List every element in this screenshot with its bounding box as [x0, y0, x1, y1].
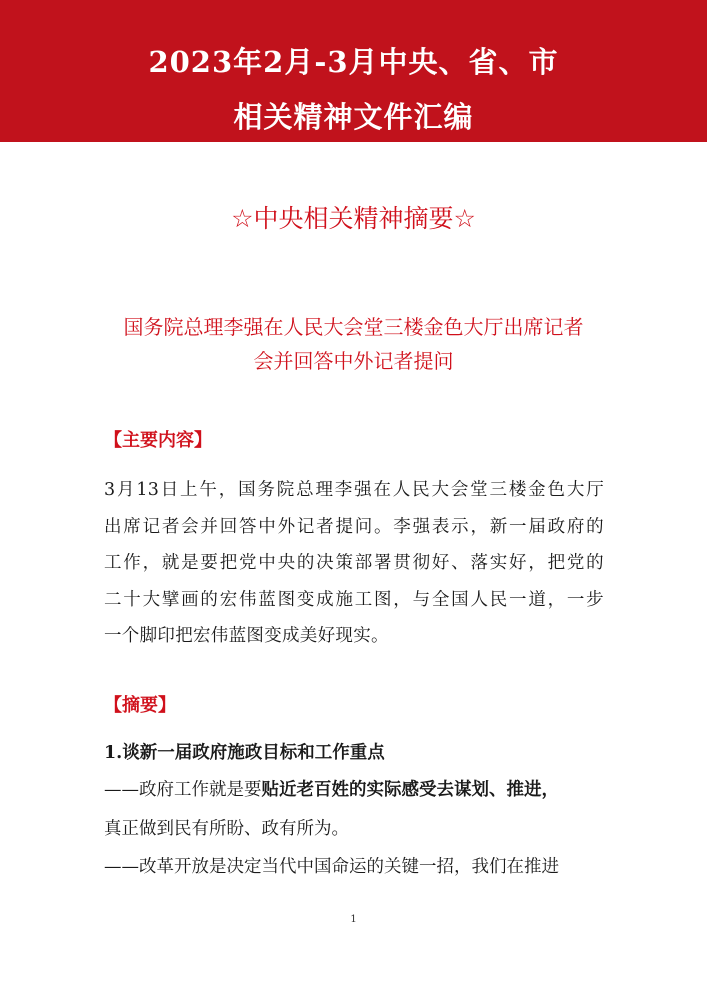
summary-tag: 【摘要】	[104, 695, 176, 716]
summary-item-2: ——改革开放是决定当代中国命运的关键一招，我们在推进	[104, 857, 559, 877]
paragraph-line: 3月13日上午，国务院总理李强在人民大会堂三楼金色大厅	[104, 480, 604, 500]
paragraph-line: 出席记者会并回答中外记者提问。李强表示，新一届政府的	[104, 516, 604, 537]
main-content-paragraph	[104, 472, 604, 655]
summary-heading: 1.谈新一届政府施政目标和工作重点	[104, 743, 385, 763]
summary-item-1-bold: 贴近老百姓的实际感受去谋划、推进，	[261, 780, 559, 800]
paragraph-line: 一个脚印把宏伟蓝图变成美好现实。	[104, 626, 389, 646]
summary-item-1	[104, 776, 559, 801]
article-title-line2: 会并回答中外记者提问	[253, 349, 454, 373]
page-number: 1	[350, 914, 357, 925]
summary-item-1-continuation: 真正做到民有所盼、政有所为。	[104, 819, 349, 839]
summary-item-1-prefix: ——政府工作就是要	[104, 780, 262, 800]
banner-title-line1: 2023年2月-3月中央、省、市	[148, 45, 559, 79]
banner-title-line2: 相关精神文件汇编	[233, 100, 474, 134]
title-banner	[0, 0, 707, 142]
section-title: ☆中央相关精神摘要☆	[231, 204, 476, 233]
article-title-line1: 国务院总理李强在人民大会堂三楼金色大厅出席记者	[123, 315, 584, 339]
paragraph-line: 工作，就是要把党中央的决策部署贯彻好、落实好，把党的	[104, 553, 604, 573]
main-content-tag: 【主要内容】	[104, 430, 212, 451]
paragraph-line: 二十大擘画的宏伟蓝图变成施工图，与全国人民一道，一步	[104, 589, 604, 610]
